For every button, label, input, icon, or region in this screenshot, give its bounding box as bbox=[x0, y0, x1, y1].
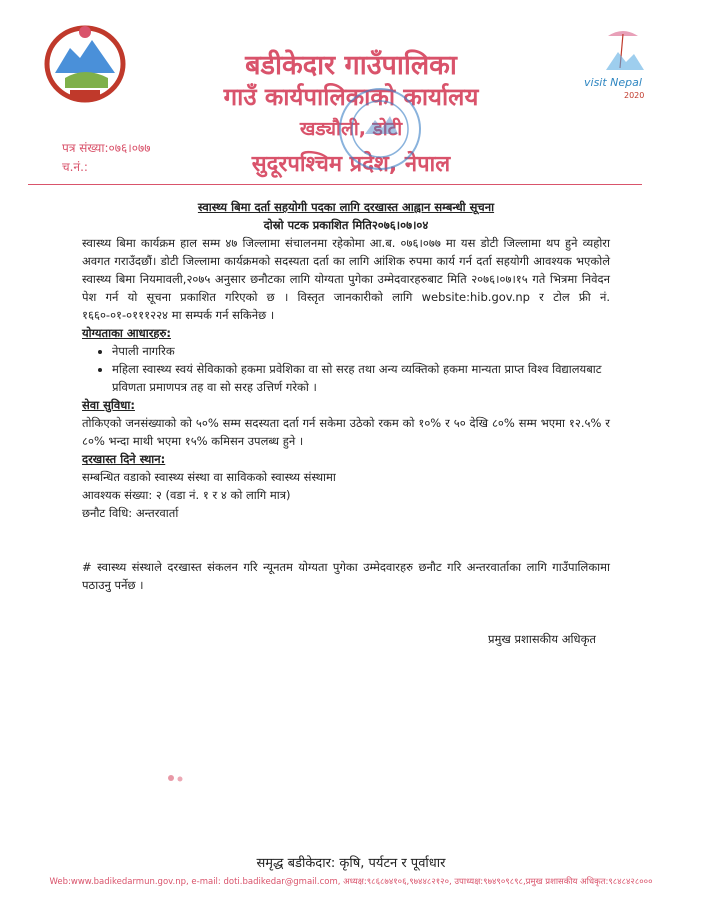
notice-subtitle: दोस्रो पटक प्रकाशित मिति२०७६।०७।०४ bbox=[263, 218, 429, 232]
footer-contact: Web:www.badikedarmun.gov.np, e-mail: doti.badikedar@gmail.com, अध्यक्ष:९८६८७४१०६,९७४४८२१२०, उपाध्यक्ष:९७४९०९८९८,प्रमुख प्रशासकीय अधिकृत:९८४८४२८००० bbox=[49, 877, 653, 887]
reference-number: पत्र संख्या:०७६।०७७ bbox=[62, 141, 151, 155]
municipality-name: बडीकेदार गाउँपालिका bbox=[245, 50, 457, 81]
ink-mark-icon bbox=[165, 772, 189, 784]
office-seal-icon bbox=[330, 82, 430, 177]
selection-method: छनौट विधि: अन्तरवार्ता bbox=[82, 506, 179, 520]
notice-note: # स्वास्थ्य संस्थाले दरखास्त संकलन गरि न्यूनतम योग्यता पुगेका उम्मेदवारहरु छनौट गरि अन्तरवार्ताका लागि गाउँपालिकामा पठाउनु पर्नेछ । bbox=[82, 560, 610, 592]
office-location: खड्यौली, डोटी bbox=[299, 118, 403, 140]
notice-body bbox=[82, 198, 610, 594]
list-item: • महिला स्वास्थ्य स्वयं सेविकाको हकमा प्रवेशिका वा सो सरह तथा अन्य व्यक्तिको हकमा मान्यता प्राप्त विश्व विद्यालयबाट प्रविणता प्रमाणपत्र तह वा सो सरह उत्तिर्ण गरेको । bbox=[112, 360, 610, 396]
list-item: • नेपाली नागरिक bbox=[112, 342, 610, 360]
application-place-heading: दरखास्त दिने स्थान: bbox=[82, 452, 166, 466]
qualification-list bbox=[82, 342, 610, 396]
signatory-title: प्रमुख प्रशासकीय अधिकृत bbox=[488, 632, 596, 646]
province-name: सुदूरपश्चिम प्रदेश, नेपाल bbox=[251, 152, 451, 177]
visit-nepal-text: visit Nepal bbox=[584, 76, 642, 89]
application-place-text: सम्बन्धित वडाको स्वास्थ्य संस्था वा साविकको स्वास्थ्य संस्थामा bbox=[82, 470, 336, 484]
visit-nepal-logo-icon bbox=[578, 28, 668, 108]
required-count: आवश्यक संख्या: २ (वडा नं. १ र ४ को लागि मात्र) bbox=[82, 488, 291, 502]
dispatch-number: च.नं.: bbox=[62, 160, 88, 174]
notice-title: स्वास्थ्य बिमा दर्ता सहयोगी पदका लागि दरखास्त आह्वान सम्बन्धी सूचना bbox=[197, 200, 495, 214]
notice-paragraph: स्वास्थ्य बिमा कार्यक्रम हाल सम्म ४७ जिल्लामा संचालनमा रहेकोमा आ.ब. ०७६।०७७ मा यस डोटी जिल्लामा थप हुने व्यहोरा अवगत गराउँदछौं। डोटी जिल्लामा कार्यक्रमको सदस्यता दर्ता का लागि आंशिक रुपमा कार्य गर्न दर्ता सहयोगी आवश्यक भएकोले स्वास्थ्य बिमा नियमावली,२०७५ अनुसार छनौटका लागि योग्यता पुगेका उम्मेदवारहरुबाट मिति २०७६।०७।१५ गते भित्रमा निवेदन पेश गर्न यो सूचना प्रकाशित गरिएको छ । विस्तृत जानकारीको लागि website:hib.gov.np र टोल फ्री नं. १६६०-०१-०१११२२४ मा सम्पर्क गर्न सकिनेछ । bbox=[82, 236, 610, 322]
office-name: गाउँ कार्यपालिकाको कार्यालय bbox=[223, 83, 479, 111]
qualification-heading: योग्यताका आधारहरु: bbox=[82, 326, 171, 340]
facility-text: तोकिएको जनसंख्याको को ५०% सम्म सदस्यता दर्ता गर्न सकेमा उठेको रकम को १०% र ५० देखि ८०% सम्म भएमा १२.५% र ८०% भन्दा माथी भएमा १५% कमिसन उपलब्ध हुने । bbox=[82, 416, 610, 448]
visit-nepal-year: 2020 bbox=[624, 91, 645, 100]
letterhead bbox=[0, 0, 702, 190]
footer-slogan: समृद्ध बडीकेदार: कृषि, पर्यटन र पूर्वाधार bbox=[256, 856, 446, 871]
facility-heading: सेवा सुविधा: bbox=[82, 398, 135, 412]
header-divider bbox=[28, 184, 642, 185]
